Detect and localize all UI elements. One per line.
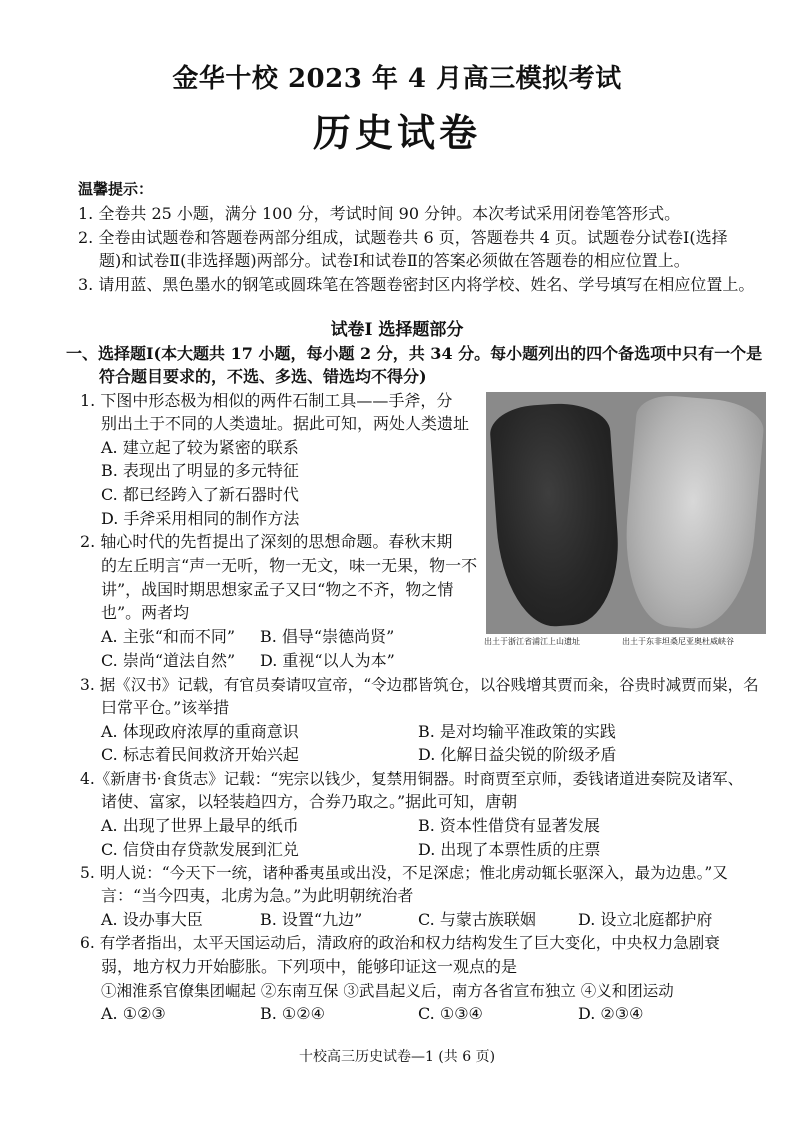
question-5-option-c: C. 与蒙古族联姻: [418, 910, 536, 929]
question-1-option-b: B. 表现出了明显的多元特征: [101, 461, 299, 480]
question-2-option-a: A. 主张“和而不同”: [101, 627, 236, 646]
question-5-option-d: D. 设立北庭都护府: [578, 910, 713, 929]
exam-title: 金华十校 2023 年 4 月高三模拟考试: [172, 64, 622, 94]
notice-item: 1. 全卷共 25 小题，满分 100 分，考试时间 90 分钟。本次考试采用闭卷笔答形式。: [78, 204, 681, 223]
question-3-option-c: C. 标志着民间救济开始兴起: [101, 745, 299, 764]
question-2-text: 的左丘明言“声一无听，物一无文，味一无果，物一不: [101, 556, 478, 575]
hand-axe-left-image: [488, 400, 623, 630]
question-5-text: 言：“当今四夷，北虏为急。”为此明朝统治者: [101, 886, 414, 905]
question-4-text: 诸使、富家，以轻装趋四方，合券乃取之。”据此可知，唐朝: [101, 792, 518, 811]
question-1-option-d: D. 手斧采用相同的制作方法: [101, 509, 300, 528]
question-2-text: 2. 轴心时代的先哲提出了深刻的思想命题。春秋末期: [80, 532, 453, 551]
figure-caption-right: 出土于东非坦桑尼亚奥杜威峡谷: [622, 637, 734, 646]
notice-item: 题)和试卷Ⅱ(非选择题)两部分。试卷Ⅰ和试卷Ⅱ的答案必须做在答题卷的相应位置上。: [99, 251, 690, 270]
question-1-option-c: C. 都已经跨入了新石器时代: [101, 485, 299, 504]
question-2-option-b: B. 倡导“崇德尚贤”: [260, 627, 395, 646]
question-6-text: 6. 有学者指出，太平天国运动后，清政府的政治和权力结构发生了巨大变化，中央权力急剧衰: [80, 934, 720, 952]
notice-heading: 温馨提示：: [78, 180, 154, 198]
hand-axe-right-image: [618, 393, 766, 633]
question-3-option-a: A. 体现政府浓厚的重商意识: [101, 722, 299, 741]
question-4-option-a: A. 出现了世界上最早的纸币: [101, 816, 299, 835]
question-6-option-a: A. ①②③: [101, 1004, 166, 1023]
notice-item: 3. 请用蓝、黑色墨水的钢笔或圆珠笔在答题卷密封区内将学校、姓名、学号填写在相应位置上。: [78, 275, 755, 294]
question-6-option-b: B. ①②④: [260, 1004, 325, 1023]
question-1-option-a: A. 建立起了较为紧密的联系: [101, 438, 299, 457]
question-1-text: 1. 下图中形态极为相似的两件石制工具——手斧，分: [80, 391, 453, 410]
question-3-option-d: D. 化解日益尖锐的阶级矛盾: [418, 745, 617, 764]
question-3-text: 曰常平仓。”该举措: [101, 698, 230, 717]
question-5-option-a: A. 设办事大臣: [101, 910, 203, 929]
question-5-option-b: B. 设置“九边”: [260, 910, 363, 929]
question-4-option-c: C. 信贷由存贷款发展到汇兑: [101, 840, 299, 859]
question-6-option-d: D. ②③④: [578, 1004, 644, 1023]
section-title: 试卷Ⅰ 选择题部分: [330, 320, 464, 340]
page-footer: 十校高三历史试卷—1 (共 6 页): [298, 1049, 496, 1065]
subject-title: 历史试卷: [312, 110, 481, 155]
question-4-option-b: B. 资本性借贷有显著发展: [418, 816, 600, 835]
question-4-text: 4.《新唐书·食货志》记载：“宪宗以钱少，复禁用铜器。时商贾至京师，委钱诸道进奏院及诸军、: [80, 770, 744, 788]
question-4-option-d: D. 出现了本票性质的庄票: [418, 840, 601, 859]
question-6-text: 弱，地方权力开始膨胀。下列项中，能够印证这一观点的是: [101, 957, 518, 976]
section-instruction: 一、选择题Ⅰ(本大题共 17 小题，每小题 2 分，共 34 分。每小题列出的四个备选项中只有一个是: [66, 344, 763, 363]
question-2-option-d: D. 重视“以人为本”: [260, 651, 395, 670]
question-6-statements: ①湘淮系官僚集团崛起 ②东南互保 ③武昌起义后，南方各省宣布独立 ④义和团运动: [101, 982, 674, 1000]
notice-item: 2. 全卷由试题卷和答题卷两部分组成，试题卷共 6 页，答题卷共 4 页。试题卷分试卷Ⅰ(选择: [78, 228, 728, 247]
question-2-option-c: C. 崇尚“道法自然”: [101, 651, 236, 670]
question-3-option-b: B. 是对均输平准政策的实践: [418, 722, 616, 741]
question-2-text: 也”。两者均: [101, 603, 190, 622]
section-instruction: 符合题目要求的，不选、多选、错选均不得分): [99, 367, 427, 386]
figure-caption-left: 出土于浙江省浦江上山遗址: [484, 637, 580, 646]
question-5-text: 5. 明人说：“今天下一统，诸种番夷虽或出没，不足深虑；惟北虏动辄长驱深入，最为边患。”又: [80, 864, 728, 882]
question-2-text: 讲”，战国时期思想家孟子又曰“物之不齐，物之情: [101, 580, 454, 599]
question-6-option-c: C. ①③④: [418, 1004, 483, 1023]
hand-axe-photo: [486, 392, 766, 634]
question-1-text: 别出土于不同的人类遗址。据此可知，两处人类遗址: [101, 414, 470, 433]
question-3-text: 3. 据《汉书》记载，有官员奏请叹宣帝，“令边郡皆筑仓，以谷贱增其贾而籴，谷贵时减贾而粜，名: [80, 676, 759, 694]
